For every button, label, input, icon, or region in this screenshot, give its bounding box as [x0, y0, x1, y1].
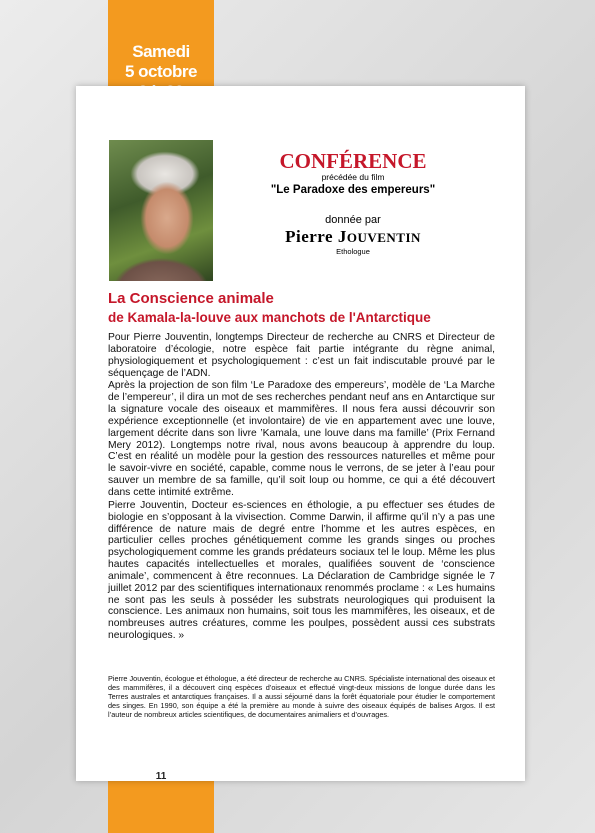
speaker-first-name: Pierre	[285, 227, 338, 246]
preceded-label: précédée du film	[321, 172, 385, 182]
speaker-biography: Pierre Jouventin, écologue et éthologue, a été directeur de recherche au CNRS. Spécialiste international des oiseaux et des mammifères, il a découvert cinq espèces d’oiseaux et effectué vingt-deux missions de longue durée dans les Terres australes et antarctiques françaises. Il a aussi séjourné dans la forêt équatoriale pour étudier le comportement des singes. En 1990, son équipe a été la première au monde à suivre des oiseaux équipés de balises Argos. Il est l’auteur de nombreux articles scientifiques, de documentaires animaliers et d’ouvrages.	[108, 674, 495, 719]
paragraph-2: Après la projection de son film ‘Le Paradoxe des empereurs’, modèle de ‘La Marche de l’empereur’, il dira un mot de ses recherches pendant neuf ans en Antarctique sur la signature vocale des oiseaux et mammifères. Il nous fera aussi découvrir son expérience exceptionnelle (et involontaire) de vie en appartement avec une louve, largement décrite dans son livre ’Kamala, une louve dans ma famille’ (Prix Fernand Mery 2012). Longtemps notre rival, nous avons beaucoup à apprendre du loup. C’est en réalité un modèle pour la gestion des ressources naturelles et même pour le savoir-vivre en société, capable, comme nous le verrons, de se jeter à l’eau pour sauver un membre de sa famille, qu’il soit loup ou homme, ce qui a été découvert dans cette intimité extrême.	[108, 380, 495, 498]
speaker-last-rest: OUVENTIN	[346, 230, 421, 245]
event-date: 5 octobre	[124, 62, 198, 81]
speaker-name	[218, 227, 488, 247]
given-by-label: donnée par	[325, 214, 381, 226]
speaker-photo	[109, 140, 213, 281]
lecture-title: La Conscience animale	[108, 290, 274, 307]
lecture-subtitle: de Kamala-la-louve aux manchots de l'Antarctique	[108, 310, 431, 325]
lecture-description	[108, 332, 495, 643]
page-number: 11	[155, 771, 167, 782]
paragraph-3: Pierre Jouventin, Docteur es-sciences en éthologie, a pu effectuer ses études de biologie en s’opposant à la vivisection. Comme Darwin, il affirme qu’il n’y a pas une différence de nature mais de degré entre l’homme et les autres espèces, en particulier celles proches génétiquement comme les grands singes ou proches psychologiquement comme les grands prédateurs sociaux tel le loup. Même les plus hautes capacités intellectuelles et morales, qualifiées souvent de ‘conscience animale’, commencent à être reconnues. La Déclaration de Cambridge signée le 7 juillet 2012 par des scientifiques internationaux renommés proclame : « Les humains ne sont pas les seuls à posséder les substrats neurologiques qui produisent la conscience. Les animaux non humains, soit tous les mammifères, les oiseaux, et de nombreuses autres créatures, comme les poulpes, possèdent aussi ces substrats neurologiques. »	[108, 499, 495, 642]
conference-header	[218, 150, 488, 256]
paragraph-1: Pour Pierre Jouventin, longtemps Directeur de recherche au CNRS et Directeur de laboratoire d’écologie, notre espèce fait partie intégrante du règne animal, physiologiquement et psychologiquement : c’est un fait indiscutable prouvé par le séquençage de l’ADN.	[108, 332, 495, 379]
speaker-last-initial: J	[337, 227, 347, 246]
conference-title: CONFÉRENCE	[279, 149, 427, 173]
film-title: "Le Paradoxe des empereurs"	[270, 184, 436, 196]
speaker-role: Ethologue	[336, 247, 370, 256]
event-day: Samedi	[132, 42, 190, 61]
